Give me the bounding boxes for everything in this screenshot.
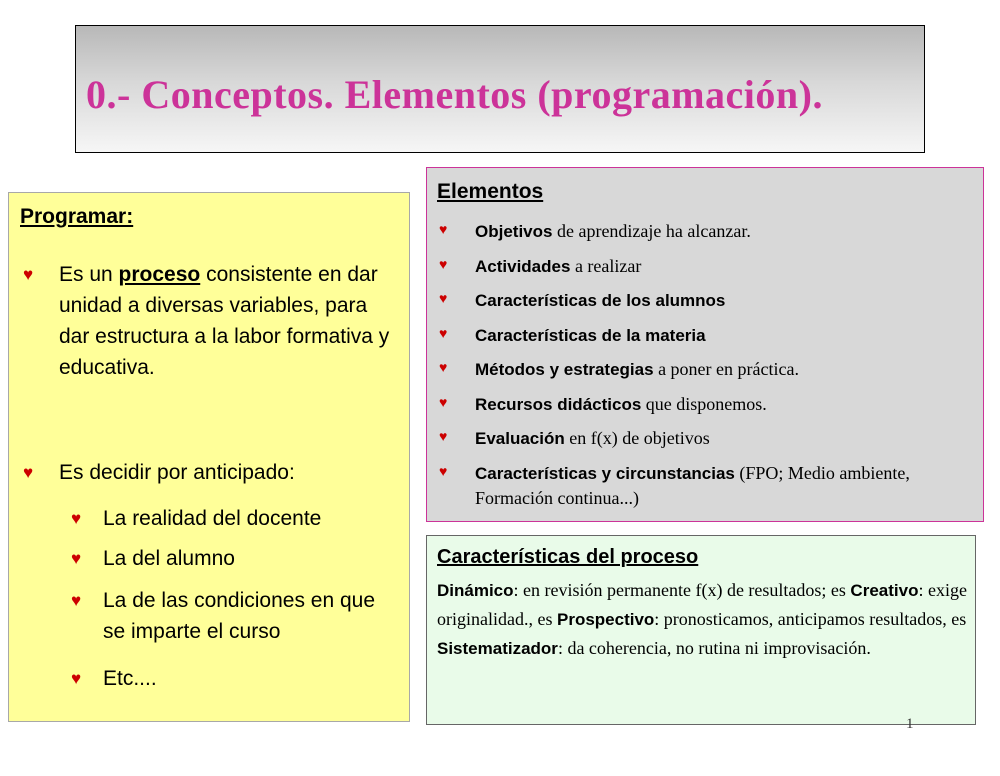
page-number: 1 — [906, 716, 914, 732]
bullet-text: Es decidir por anticipado: — [59, 461, 295, 484]
heart-icon: ♥ — [439, 396, 448, 411]
proceso-term: Sistematizador — [437, 639, 558, 658]
elementos-panel — [426, 167, 984, 522]
bullet-text-pre: Es un — [59, 263, 119, 286]
heart-icon: ♥ — [439, 361, 448, 376]
proceso-panel — [426, 535, 976, 725]
proceso-text — [437, 576, 967, 663]
item-rest: que disponemos. — [641, 394, 767, 414]
page-title: 0.- Conceptos. Elementos (programación). — [86, 72, 823, 117]
title-banner — [75, 25, 925, 153]
subitem-text: La realidad del docente — [103, 507, 322, 530]
heart-icon: ♥ — [439, 258, 448, 273]
proceso-desc: : da coherencia, no rutina ni improvisación. — [557, 638, 871, 658]
heart-icon: ♥ — [439, 327, 448, 342]
proceso-term: Prospectivo — [556, 610, 655, 629]
item-bold: Métodos y estrategias — [475, 360, 654, 379]
item-bold: Características de la materia — [475, 326, 706, 345]
subitem-text: La del alumno — [103, 547, 235, 570]
item-rest: de aprendizaje ha alcanzar. — [552, 221, 751, 241]
item-rest: a realizar — [570, 256, 642, 276]
subitem-text: La de las condiciones en que se imparte el curso — [103, 589, 376, 643]
proceso-heading: Características del proceso — [437, 546, 699, 568]
programar-panel — [8, 192, 410, 722]
programar-heading: Programar: — [20, 205, 134, 228]
heart-icon: ♥ — [439, 465, 448, 480]
heart-icon: ♥ — [23, 463, 34, 482]
item-bold: Objetivos — [475, 222, 553, 241]
heart-icon: ♥ — [71, 591, 82, 610]
proceso-desc: : exige originalidad., es — [437, 580, 967, 629]
proceso-term: Creativo — [850, 581, 919, 600]
heart-icon: ♥ — [23, 265, 34, 284]
item-rest: (FPO; Medio ambiente, Formación continua...) — [475, 463, 910, 508]
item-bold: Actividades — [475, 257, 571, 276]
item-bold: Características de los alumnos — [475, 291, 726, 310]
item-bold: Recursos didácticos — [475, 395, 642, 414]
bullet-text-post: consistente en dar unidad a diversas variables, para dar estructura a la labor formativa y educativa. — [59, 263, 390, 379]
item-rest: a poner en práctica. — [653, 359, 799, 379]
item-bold: Evaluación — [475, 429, 565, 448]
elementos-heading: Elementos — [437, 180, 544, 203]
heart-icon: ♥ — [71, 509, 82, 528]
subitem-text: Etc.... — [103, 667, 157, 690]
heart-icon: ♥ — [439, 292, 448, 307]
proceso-term: Dinámico — [437, 581, 514, 600]
item-bold: Características y circunstancias — [475, 464, 735, 483]
heart-icon: ♥ — [439, 223, 448, 238]
heart-icon: ♥ — [439, 430, 448, 445]
item-rest: en f(x) de objetivos — [564, 428, 710, 448]
heart-icon: ♥ — [71, 549, 82, 568]
keyword-proceso: proceso — [118, 263, 201, 286]
proceso-desc: : en revisión permanente f(x) de resultados; es — [513, 580, 851, 600]
heart-icon: ♥ — [71, 669, 82, 688]
proceso-desc: : pronosticamos, anticipamos resultados, es — [654, 609, 967, 629]
